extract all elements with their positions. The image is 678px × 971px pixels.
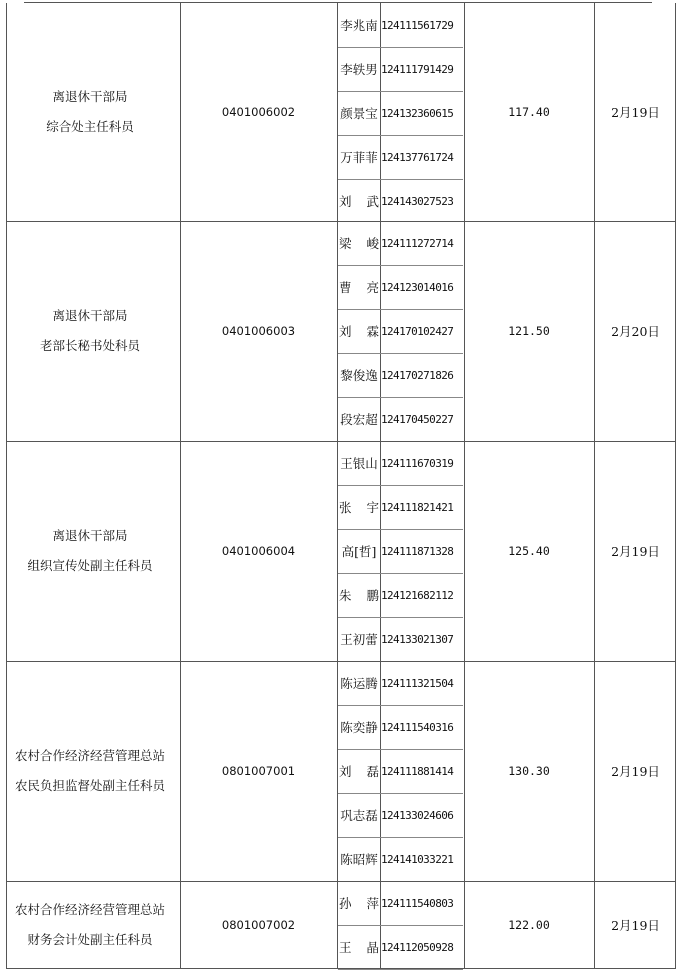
candidate-name: 万菲菲	[340, 150, 378, 165]
department-cell	[0, 881, 180, 968]
candidate-id: 124111561729	[381, 18, 454, 32]
candidate-name	[338, 179, 380, 223]
candidate-id: 124111881414	[381, 764, 454, 778]
candidate-name	[338, 265, 380, 309]
department-cell	[0, 441, 180, 661]
candidate-id: 124123014016	[381, 280, 454, 294]
name-char: 亮	[366, 280, 379, 295]
candidate-name: 巩志磊	[340, 808, 378, 823]
department-cell	[0, 3, 180, 221]
name-char: 萍	[366, 896, 379, 911]
candidate-id: 124143027523	[381, 194, 454, 208]
candidate-id: 124112050928	[381, 940, 454, 954]
name-char: 鹏	[366, 588, 379, 603]
candidate-id: 124170271826	[381, 368, 454, 382]
interview-date: 2月19日	[611, 544, 660, 559]
department-name: 离退休干部局	[52, 528, 128, 543]
name-char: 晶	[366, 940, 379, 955]
candidate-id: 124133021307	[381, 632, 454, 646]
min-score: 121.50	[508, 324, 550, 338]
candidate-id: 124133024606	[381, 808, 454, 822]
position-code: 0401006003	[221, 324, 296, 338]
interview-date: 2月19日	[611, 105, 660, 120]
candidate-name	[338, 485, 380, 529]
position-code: 0401006004	[221, 544, 296, 558]
candidate-id: 124170450227	[381, 412, 454, 426]
candidate-name: 王初蕾	[340, 632, 378, 647]
candidate-name: 李轶男	[340, 62, 378, 77]
name-char: 梁	[339, 236, 352, 251]
candidate-name: 颜景宝	[340, 106, 378, 121]
min-score: 122.00	[508, 917, 550, 932]
interview-date: 2月20日	[611, 324, 660, 339]
candidate-name: 黎俊逸	[340, 368, 378, 383]
candidate-name	[338, 573, 380, 617]
candidate-row-divider	[338, 969, 463, 970]
candidate-name: 王银山	[340, 456, 378, 471]
candidate-name	[338, 925, 380, 969]
name-char: 曹	[339, 280, 352, 295]
name-char: 刘	[339, 194, 352, 209]
min-score: 117.40	[508, 105, 550, 119]
min-score: 130.30	[508, 764, 550, 778]
candidate-id: 124111670319	[381, 456, 454, 470]
name-char: 刘	[339, 764, 352, 779]
name-char: 王	[339, 940, 352, 955]
name-char: 峻	[366, 236, 379, 251]
name-char: 孙	[339, 896, 352, 911]
candidate-name: 陈运腾	[340, 676, 378, 691]
candidate-id: 124111791429	[381, 62, 454, 76]
name-char: 宇	[366, 500, 379, 515]
name-char: 霖	[366, 324, 379, 339]
candidate-id: 124141033221	[381, 852, 454, 866]
candidate-name	[338, 749, 380, 793]
candidate-id: 124111540316	[381, 720, 454, 734]
department-name: 农村合作经济经营管理总站	[14, 901, 165, 917]
candidate-name: 李兆南	[340, 18, 378, 33]
candidate-id: 124111321504	[381, 676, 454, 690]
candidate-id: 124137761724	[381, 150, 454, 164]
position-title: 财务会计处副主任科员	[27, 931, 153, 947]
name-char: 刘	[339, 324, 352, 339]
candidate-id: 124111540803	[381, 896, 454, 910]
position-code: 0801007002	[221, 917, 296, 932]
candidate-id: 124111871328	[381, 544, 454, 558]
candidate-id: 124121682112	[381, 588, 454, 602]
position-code: 0401006002	[221, 105, 296, 119]
position-title: 综合处主任科员	[46, 119, 134, 134]
name-char: 张	[339, 500, 352, 515]
department-cell	[0, 661, 180, 881]
candidate-name: 陈昭辉	[340, 852, 378, 867]
position-title: 农民负担监督处副主任科员	[14, 778, 165, 793]
position-code: 0801007001	[221, 764, 296, 778]
candidate-id: 124170102427	[381, 324, 454, 338]
candidate-name	[338, 309, 380, 353]
name-char: 武	[366, 194, 379, 209]
candidate-id: 124111272714	[381, 236, 454, 250]
candidate-name: 高[哲]	[341, 544, 377, 559]
candidate-name: 陈奕静	[340, 720, 378, 735]
position-title: 老部长秘书处科员	[39, 338, 140, 353]
department-name: 农村合作经济经营管理总站	[14, 748, 165, 763]
candidate-name: 段宏超	[340, 412, 378, 427]
name-char: 朱	[339, 588, 352, 603]
department-name: 离退休干部局	[52, 308, 128, 323]
department-cell	[0, 221, 180, 441]
position-title: 组织宣传处副主任科员	[27, 558, 153, 573]
department-name: 离退休干部局	[52, 89, 128, 104]
candidate-name	[338, 221, 380, 265]
candidate-id: 124132360615	[381, 106, 454, 120]
name-char: 磊	[366, 764, 379, 779]
interview-date: 2月19日	[611, 917, 660, 933]
min-score: 125.40	[508, 544, 550, 558]
candidate-name	[338, 881, 380, 925]
interview-date: 2月19日	[611, 764, 660, 779]
candidate-id: 124111821421	[381, 500, 454, 514]
